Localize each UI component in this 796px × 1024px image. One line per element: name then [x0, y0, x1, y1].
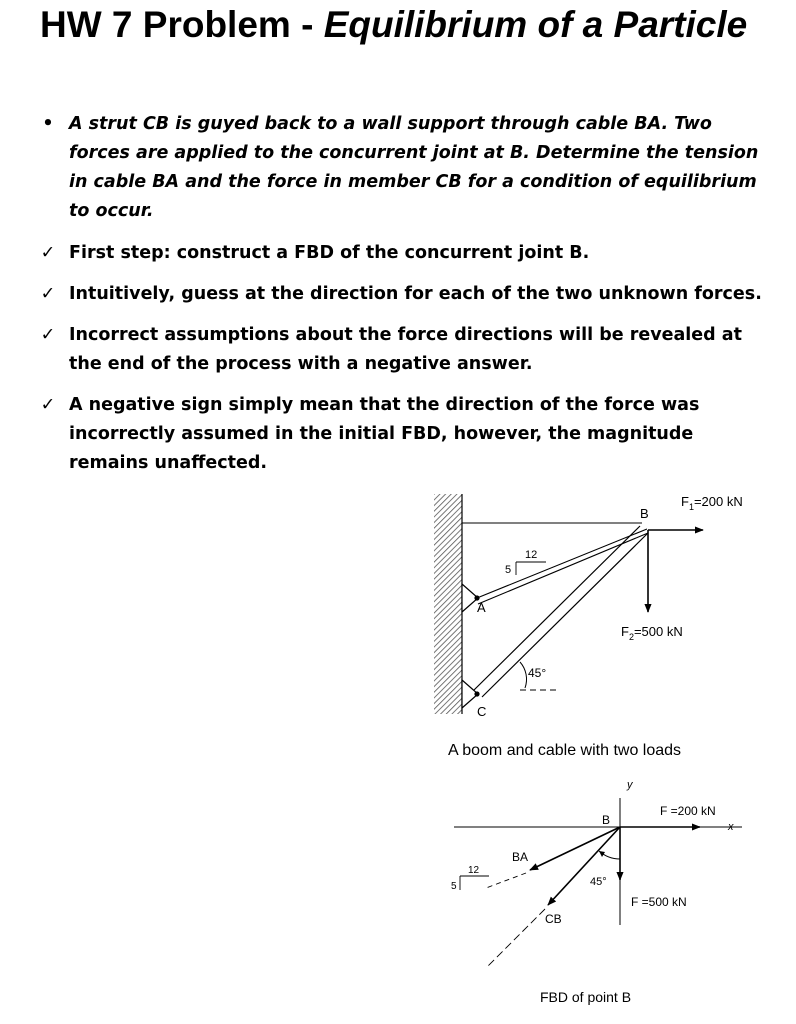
- fbd-slope-rise-label: 5: [451, 881, 457, 892]
- y-axis-label: y: [627, 779, 633, 791]
- slope-rise-label: 5: [505, 564, 512, 576]
- fbd-figure: [451, 779, 742, 967]
- pin-c: [474, 691, 479, 696]
- figure2-caption: FBD of point B: [540, 989, 632, 1005]
- title-italic: Equilibrium of a Particle: [323, 4, 748, 45]
- bullet-text: A strut CB is guyed back to a wall support through cable BA. Two forces are applied to the concurrent joint at B. Determine the tension in cable BA and the force in member CB for a condition of equilibrium to occur.: [69, 114, 759, 221]
- force-f2-label: $F_2=500$ kN: [621, 624, 683, 642]
- step-text: Incorrect assumptions about the force directions will be revealed at the end of the process with a negative answer.: [69, 325, 742, 374]
- step-text: A negative sign simply mean that the direction of the force was incorrectly assumed in the initial FBD, however, the magnitude remains unaffected.: [69, 395, 700, 473]
- force-cb-arrow: [548, 827, 620, 905]
- x-axis-label: x: [728, 821, 734, 833]
- title-main: HW 7 Problem -: [40, 4, 324, 45]
- ba-extension: [486, 873, 526, 888]
- checkmark-icon: ✓: [40, 284, 56, 304]
- fbd-label-b: B: [602, 813, 611, 827]
- checkmark-icon: ✓: [40, 325, 56, 345]
- angle-arc: [520, 662, 527, 688]
- step-text: Intuitively, guess at the direction for each of the two unknown forces.: [69, 284, 762, 304]
- strut-cb-edge: [482, 533, 648, 697]
- slope-run-label: 12: [525, 549, 538, 561]
- cable-ba: [477, 529, 647, 598]
- force-ba-label: BA: [512, 850, 529, 864]
- step-text: First step: construct a FBD of the concurrent joint B.: [69, 243, 590, 263]
- force-cb-label: CB: [545, 912, 562, 926]
- cb-extension: [487, 909, 545, 967]
- bullet-icon: •: [42, 114, 54, 134]
- wall-hatching: [434, 494, 462, 714]
- figure1-caption: A boom and cable with two loads: [448, 742, 682, 759]
- checkmark-icon: ✓: [40, 243, 56, 263]
- fbd-force-f1-label: F =200 kN: [660, 804, 716, 818]
- boom-cable-figure: [434, 494, 743, 719]
- force-f1-label: $F_1=200$ kN: [681, 494, 743, 512]
- angle-label: 45°: [528, 666, 547, 680]
- fbd-slope-run-label: 12: [468, 865, 480, 876]
- strut-cb: [474, 526, 640, 690]
- label-a: A: [477, 600, 486, 615]
- fbd-force-f2-label: F =500 kN: [631, 895, 687, 909]
- force-ba-arrow: [530, 827, 620, 870]
- label-b: B: [640, 506, 649, 521]
- label-c: C: [477, 704, 487, 719]
- checkmark-icon: ✓: [40, 395, 56, 415]
- fbd-angle-label: 45°: [590, 876, 607, 888]
- fbd-angle-arrowhead: [599, 851, 605, 857]
